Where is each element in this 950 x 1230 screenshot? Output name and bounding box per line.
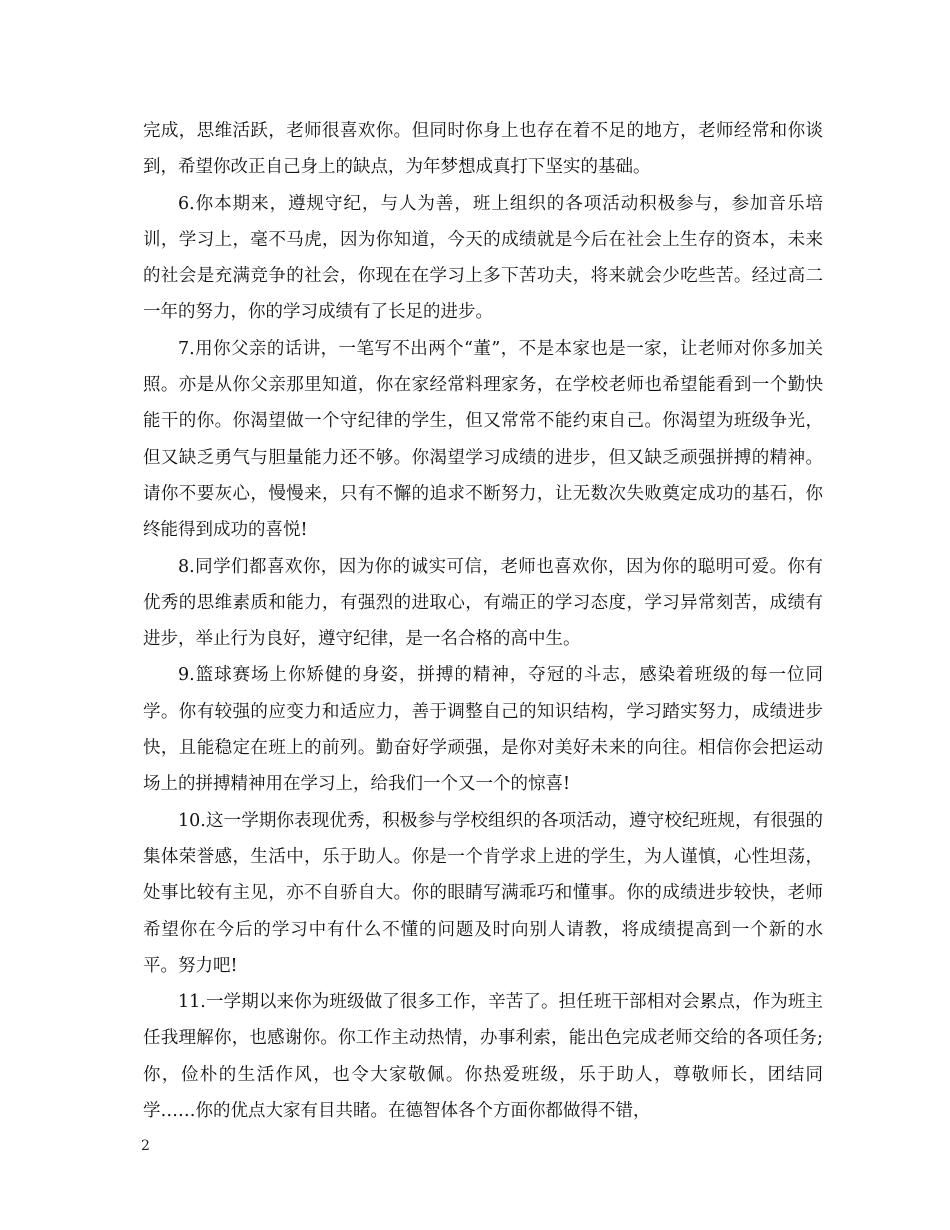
paragraph-comment-7: 7.用你父亲的话讲，一笔写不出两个“董”，不是本家也是一家，让老师对你多加关照。亦是从你父亲那里知道，你在家经常料理家务，在学校老师也希望能看到一个勤快能干的你。你渴望做一个守纪律的学生，但又常常不能约束自己。你渴望为班级争光，但又缺乏勇气与胆量能力还不够。你渴望学习成绩的进步，但又缺乏顽强拼搏的精神。请你不要灰心，慢慢来，只有不懈的追求不断努力，让无数次失败奠定成功的基石，你终能得到成功的喜悦! (143, 338, 823, 541)
paragraph-comment-6: 6.你本期来，遵规守纪，与人为善，班上组织的各项活动积极参与，参加音乐培训，学习上，毫不马虎，因为你知道，今天的成绩就是今后在社会上生存的资本，未来的社会是充满竞争的社会，你现在在学习上多下苦功夫，将来就会少吃些苦。经过高二一年的努力，你的学习成绩有了长足的进步。 (143, 193, 823, 323)
paragraph-comment-9: 9.篮球赛场上你矫健的身姿，拼搏的精神，夺冠的斗志，感染着班级的每一位同学。你有较强的应变力和适应力，善于调整自己的知识结构，学习踏实努力，成绩进步快，且能稳定在班上的前列。勤奋好学顽强，是你对美好未来的向往。相信你会把运动场上的拼搏精神用在学习上，给我们一个又一个的惊喜! (143, 665, 823, 795)
page-number: 2 (141, 1138, 150, 1154)
paragraph-comment-10: 10.这一学期你表现优秀，积极参与学校组织的各项活动，遵守校纪班规，有很强的集体荣誉感，生活中，乐于助人。你是一个肯学求上进的学生，为人谨慎，心性坦荡，处事比较有主见，亦不自骄自大。你的眼睛写满乖巧和懂事。你的成绩进步较快，老师希望你在今后的学习中有什么不懂的问题及时向别人请教，将成绩提高到一个新的水平。努力吧! (143, 810, 823, 976)
document-body (143, 113, 823, 1129)
paragraph-comment-8: 8.同学们都喜欢你，因为你的诚实可信，老师也喜欢你，因为你的聪明可爱。你有优秀的思维素质和能力，有强烈的进取心，有端正的学习态度，学习异常刻苦，成绩有进步，举止行为良好，遵守纪律，是一名合格的高中生。 (143, 556, 823, 650)
paragraph-comment-11: 11.一学期以来你为班级做了很多工作，辛苦了。担任班干部相对会累点，作为班主任我理解你，也感谢你。你工作主动热情，办事利索，能出色完成老师交给的各项任务;你，俭朴的生活作风，也令大家敬佩。你热爱班级，乐于助人，尊敬师长，团结同学……你的优点大家有目共睹。在德智体各个方面你都做得不错， (143, 992, 823, 1122)
paragraph-continuation: 完成，思维活跃，老师很喜欢你。但同时你身上也存在着不足的地方，老师经常和你谈到，希望你改正自己身上的缺点，为年梦想成真打下坚实的基础。 (143, 121, 823, 178)
